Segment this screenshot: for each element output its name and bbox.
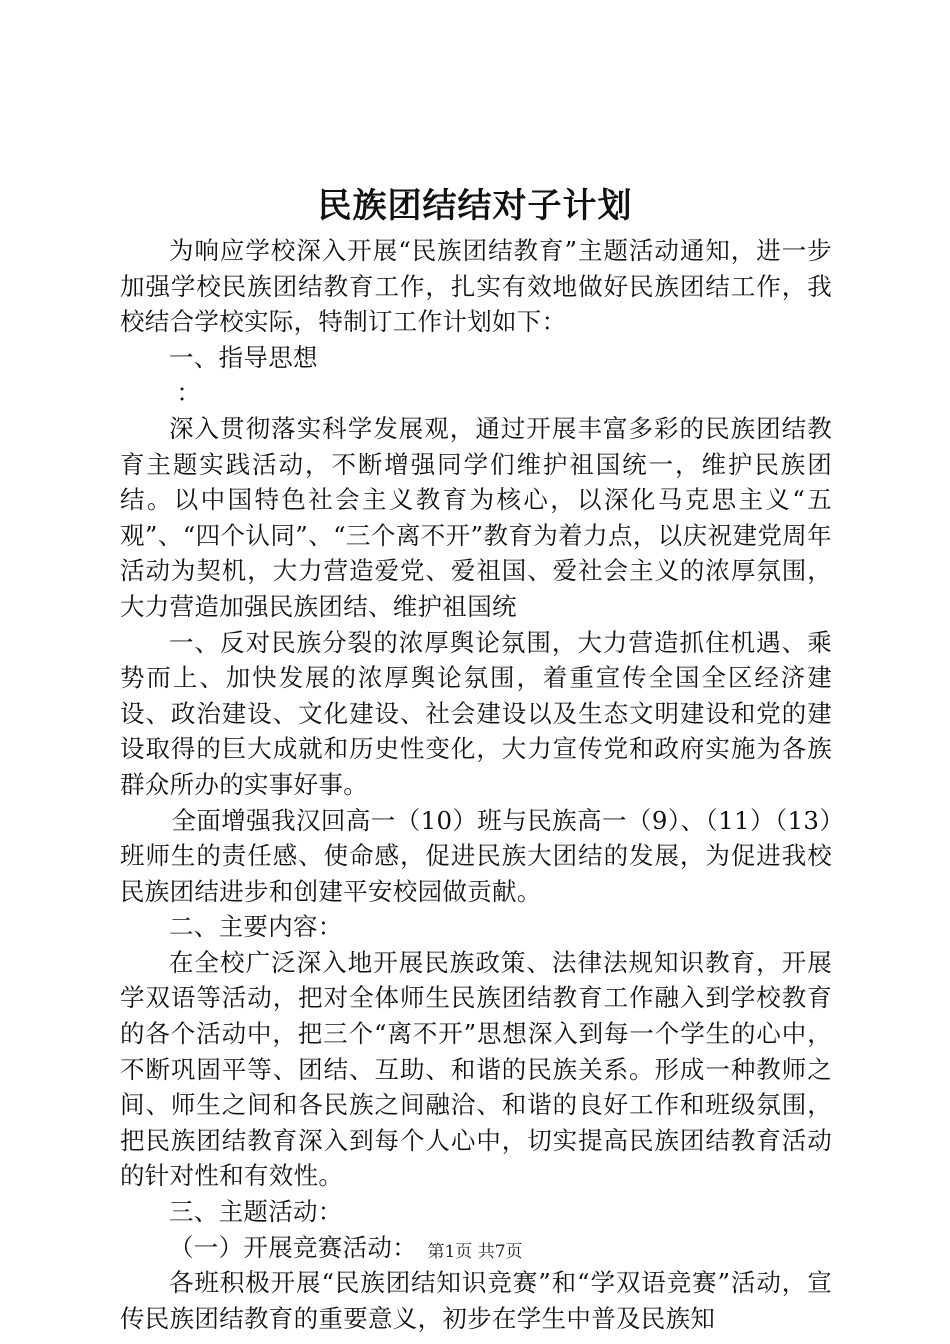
- paragraph-main-content: 在全校广泛深入地开展民族政策、法律法规知识教育，开展学双语等活动，把对全体师生民族团结教育工作融入到学校教育的各个活动中，把三个“离不开”思想深入到每一个学生的心中，不断巩固平等、团结、互助、和谐的民族关系。形成一种教师之间、师生之间和各民族之间融洽、和谐的良好工作和班级氛围，把民族团结教育深入到每个人心中，切实提高民族团结教育活动的针对性和有效性。: [120, 947, 832, 1191]
- document-title: 民族团结结对子计划: [317, 186, 633, 226]
- subsection-heading-competitions: （一）开展竞赛活动：: [169, 1232, 417, 1262]
- paragraph-competitions: 各班积极开展“民族团结知识竞赛”和“学双语竞赛”活动，宣传民族团结教育的重要意义，初步在学生中普及民族知: [120, 1268, 832, 1333]
- section-heading-theme-activities: 三、主题活动：: [169, 1197, 343, 1227]
- document-body: [120, 233, 832, 1336]
- paragraph-guiding-ideology: 深入贯彻落实科学发展观，通过开展丰富多彩的民族团结教育主题实践活动，不断增强同学们维护祖国统一，维护民族团结。以中国特色社会主义教育为核心，以深化马克思主义“五观”、“四个认同”、“三个离不开”教育为着力点，以庆祝建党周年活动为契机，大力营造爱党、爱祖国、爱社会主义的浓厚氛围，大力营造加强民族团结、维护祖国统: [120, 413, 832, 621]
- paragraph-intro: 为响应学校深入开展“民族团结教育”主题活动通知，进一步加强学校民族团结教育工作，扎实有效地做好民族团结工作，我校结合学校实际，特制订工作计划如下：: [120, 236, 832, 337]
- paragraph-anti-separatism: 一、反对民族分裂的浓厚舆论氛围，大力营造抓住机遇、乘势而上、加快发展的浓厚舆论氛围，着重宣传全国全区经济建设、政治建设、文化建设、社会建设以及生态文明建设和党的建设取得的巨大成就和历史性变化，大力宣传党和政府实施为各族群众所办的实事好事。: [120, 627, 832, 799]
- paragraph-class-pairing: 全面增强我汉回高一（10）班与民族高一（9）、（11）（13）班师生的责任感、使命感，促进民族大团结的发展，为促进我校民族团结进步和创建平安校园做贡献。: [120, 805, 832, 906]
- colon-line: ：: [176, 378, 201, 408]
- section-heading-main-content: 二、主要内容：: [169, 912, 343, 942]
- page-number-footer: 第1页 共7页: [427, 1242, 523, 1262]
- section-heading-guiding-ideology: 一、指导思想: [169, 342, 318, 372]
